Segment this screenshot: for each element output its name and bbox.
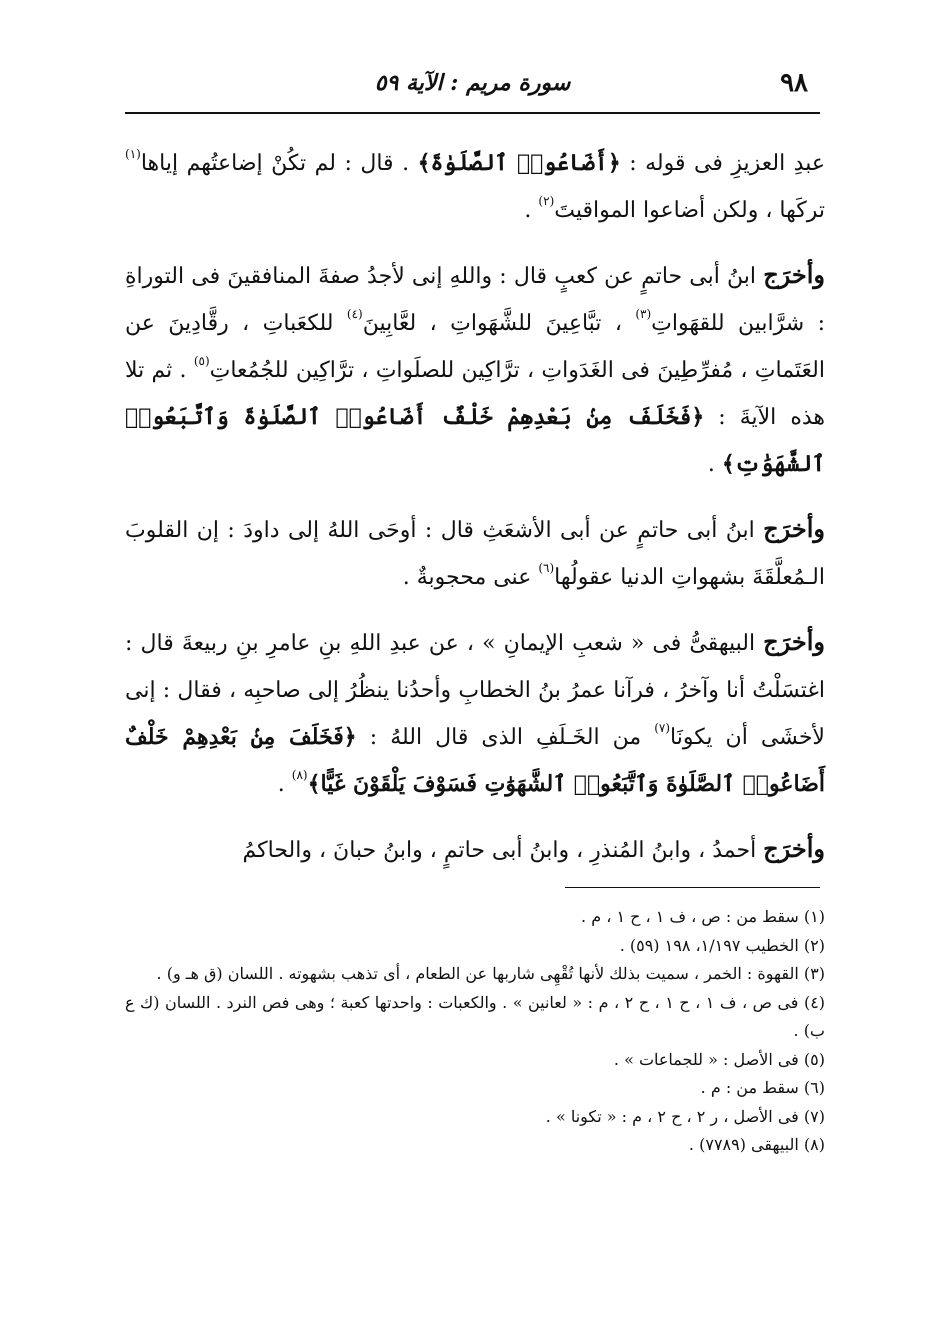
header-rule — [125, 112, 820, 114]
paragraph-text: . — [707, 452, 722, 477]
footnote: (٥) فى الأصل : « للجماعات » . — [613, 1049, 825, 1069]
paragraph-text: ، تبَّاعِينَ للشَّهَواتِ ، لعَّابِينَ — [362, 311, 636, 336]
footnote: (٣) القهوة : الخمر ، سميت بذلك لأنها تُقْهِى شاربها عن الطعام ، أى تذهب بشهوته . اللسان (ق هـ و) . — [156, 964, 825, 983]
footnote-rule — [565, 887, 820, 888]
main-text — [125, 140, 825, 891]
quran-quote: ﴿أَضَاعُوا۟ ٱلصَّلَوٰةَ﴾ — [417, 150, 621, 176]
paragraph-text: ابنُ أبى حاتمٍ عن أبى الأشعَثِ قال : أوحَى اللهُ إلى داودَ : إن القلوبَ الـمُعلَّقَةَ بشهواتِ الدنيا عقولُها — [125, 518, 825, 590]
footnote-marker: (٢) — [538, 194, 555, 208]
paragraph — [125, 618, 825, 808]
lead-word: وأخرَج — [763, 514, 825, 543]
paragraph-text: عنى محجوبةٌ . — [402, 565, 539, 590]
paragraph-text: . ثم تلا هذه الآيةَ : — [125, 358, 825, 430]
paragraph-text: للكعَباتِ ، رقَّادِينَ عن العَتَماتِ ، مُفرِّطِينَ فى الغَدَواتِ ، ترَّاكِين للصلَواتِ ، ترَّاكِين للجُمُعاتِ — [125, 311, 825, 383]
footnote-marker: (٨) — [291, 768, 308, 782]
paragraph-text: . — [277, 772, 292, 797]
footnote-marker: (٣) — [635, 307, 652, 321]
paragraph — [125, 140, 825, 234]
footnote-marker: (٧) — [654, 721, 671, 735]
footnotes — [125, 903, 825, 1160]
paragraph-text: . — [524, 198, 539, 223]
footnote: (٦) سقط من : م . — [700, 1078, 825, 1097]
lead-word: وأخرَج — [763, 627, 825, 656]
page-number: ٩٨ — [780, 68, 808, 98]
paragraph-text: . قال : لم تكُنْ إضاعتُهم إياها — [140, 151, 418, 176]
footnote-marker: (١) — [125, 147, 141, 161]
lead-word: وأخرَج — [763, 834, 825, 863]
running-title: سورة مريم : الآية ٥٩ — [374, 70, 571, 96]
paragraph — [125, 251, 825, 488]
paragraph — [125, 825, 825, 874]
paragraph-text: أحمدُ ، وابنُ المُنذرِ ، وابنُ أبى حاتمٍ ، وابنُ حبانَ ، والحاكمُ — [242, 838, 764, 863]
footnote: (٢) الخطيب ١/١٩٧، ١٩٨ (٥٩) . — [619, 935, 825, 955]
footnote-marker: (٥) — [193, 354, 210, 368]
paragraph-text: ابنُ أبى حاتمٍ عن كعبٍ قال : واللهِ إنى لأجدُ صفةَ المنافقينَ فى التوراةِ : شرَّابين للقهَواتِ — [125, 264, 825, 336]
footnote-marker: (٤) — [346, 307, 363, 321]
paragraph-text: من الخَـلَفِ الذى قال اللهُ : — [356, 725, 655, 750]
footnote: (٤) فى ص ، ف ١ ، ح ١ ، ح ٢ ، م : « لعانين » . والكعبات : واحدتها كعبة ؛ وهى فص النرد . اللسان (ك ع ب) . — [125, 992, 826, 1040]
paragraph — [125, 505, 825, 601]
quran-quote: ﴿فَخَلَفَ مِنۢ بَعْدِهِمْ خَلْفٌ أَضَاعُوا۟ ٱلصَّلَوٰةَ وَٱتَّبَعُوا۟ ٱلشَّهَوَٰتِ فَسَوْفَ يَلْقَوْنَ غَيًّا﴾ — [125, 724, 825, 797]
paragraph-text: تركَها ، ولكن أضاعوا المواقيتَ — [554, 198, 825, 223]
quran-quote: ﴿فَخَلَفَ مِنۢ بَعْدِهِمْ خَلْفٌ أَضَاعُوا۟ ٱلصَّلَوٰةَ وَٱتَّبَعُوا۟ ٱلشَّهَوَٰتِ﴾ — [125, 404, 825, 477]
page-header — [125, 60, 820, 104]
footnote-marker: (٦) — [538, 561, 555, 575]
footnote: (٨) البيهقى (٧٧٨٩) . — [688, 1135, 825, 1154]
paragraph-text: البيهقىُّ فى « شعبِ الإيمانِ » ، عن عبدِ اللهِ بنِ عامرِ بنِ ربيعةَ قال : اغتسَلْتُ أنا وآخرُ ، فرآنا عمرُ بنُ الخطابِ وأحدُنا ينظُرُ إلى صاحبِه ، فقال : إنى لأخشَى أن يكونَا — [125, 631, 825, 750]
footnote: (١) سقط من : ص ، ف ١ ، ح ١ ، م . — [581, 907, 825, 926]
paragraph-text: عبدِ العزيزِ فى قوله : — [620, 151, 825, 176]
footnote: (٧) فى الأصل ، ر ٢ ، ح ٢ ، م : « تكونا » . — [545, 1106, 825, 1126]
lead-word: وأخرَج — [763, 260, 826, 289]
